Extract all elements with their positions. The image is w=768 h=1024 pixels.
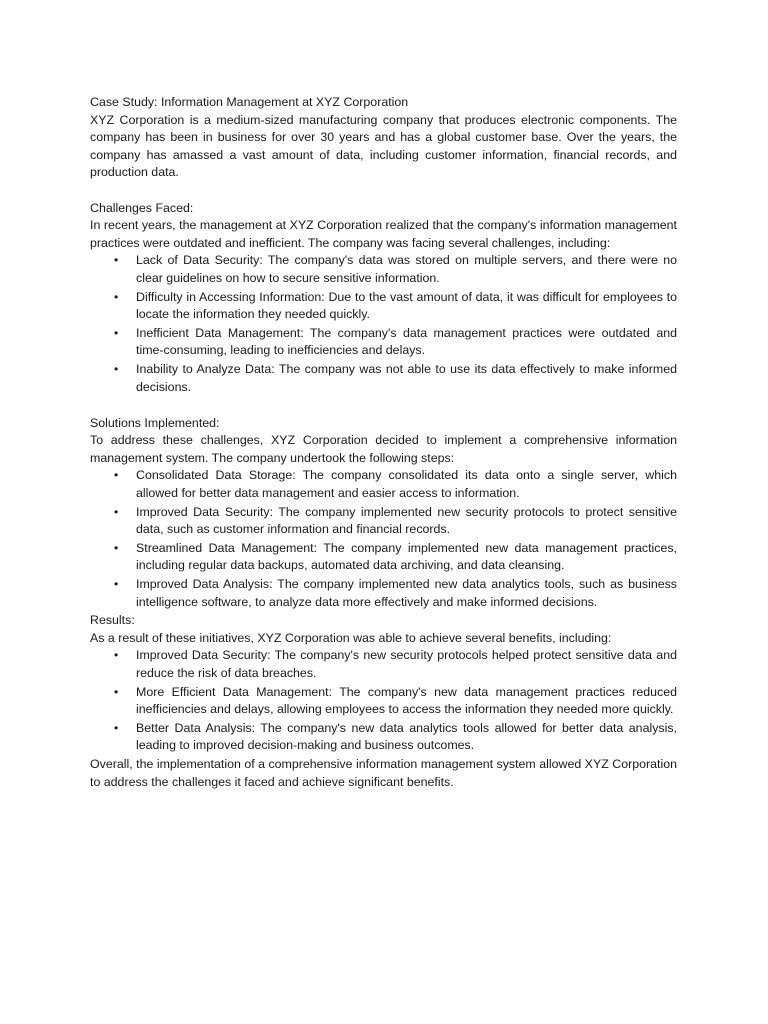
list-item-text: Streamlined Data Management: The company implemented new data management practices, including regular data backups, automated data archiving, and data cleansing. <box>136 540 677 573</box>
document-page <box>90 94 677 791</box>
challenges-heading: Challenges Faced: <box>90 200 194 215</box>
list-item-text: Difficulty in Accessing Information: Due to the vast amount of data, it was difficult for employees to locate the information they needed quickly. <box>136 289 677 322</box>
list-item <box>114 647 677 682</box>
list-item <box>114 504 677 539</box>
bullet-icon: • <box>114 289 119 304</box>
list-item <box>114 325 677 360</box>
list-item-text: Inefficient Data Management: The company's data management practices were outdated and time-consuming, leading to inefficiencies and delays. <box>136 325 677 358</box>
conclusion-paragraph: Overall, the implementation of a comprehensive information management system allowed XYZ Corporation to address the challenges it faced and achieve significant benefits. <box>90 756 677 789</box>
list-item-text: Improved Data Security: The company implemented new security protocols to protect sensitive data, such as customer information and financial records. <box>136 504 677 537</box>
list-item <box>114 361 677 396</box>
bullet-icon: • <box>114 684 119 699</box>
document-title: Case Study: Information Management at XYZ Corporation <box>90 95 409 109</box>
bullet-icon: • <box>114 720 119 735</box>
list-item <box>114 684 677 719</box>
list-item-text: Consolidated Data Storage: The company consolidated its data onto a single server, which allowed for better data management and easier access to information. <box>136 468 677 501</box>
list-item-text: Improved Data Analysis: The company implemented new data analytics tools, such as business intelligence software, to analyze data more effectively and make informed decisions. <box>136 577 677 609</box>
bullet-icon: • <box>114 540 119 555</box>
intro-paragraph: XYZ Corporation is a medium-sized manufacturing company that produces electronic components. The company has been in business for over 30 years and has a global customer base. Over the years, the company has amassed a vast amount of data, including customer information, financial records, and production data. <box>90 112 677 180</box>
results-list <box>90 647 677 755</box>
solutions-paragraph: To address these challenges, XYZ Corporation decided to implement a comprehensive information management system. The company undertook the following steps: <box>90 433 677 465</box>
list-item <box>114 576 677 611</box>
bullet-icon: • <box>114 325 119 340</box>
list-item <box>114 252 677 287</box>
list-item-text: Better Data Analysis: The company's new data analytics tools allowed for better data analysis, leading to improved decision-making and business outcomes. <box>136 720 677 753</box>
spacer <box>90 397 677 415</box>
results-paragraph: As a result of these initiatives, XYZ Corporation was able to achieve several benefits, including: <box>90 630 612 645</box>
challenges-list <box>90 252 677 396</box>
solutions-list <box>90 467 677 611</box>
bullet-icon: • <box>114 648 119 663</box>
solutions-heading: Solutions Implemented: <box>90 415 220 430</box>
list-item-text: Lack of Data Security: The company's data was stored on multiple servers, and there were no clear guidelines on how to secure sensitive information. <box>136 253 677 285</box>
results-heading: Results: <box>90 613 135 628</box>
list-item <box>114 720 677 755</box>
bullet-icon: • <box>114 361 119 376</box>
bullet-icon: • <box>114 253 119 268</box>
list-item <box>114 289 677 324</box>
list-item-text: Inability to Analyze Data: The company was not able to use its data effectively to make informed decisions. <box>136 361 677 394</box>
bullet-icon: • <box>114 468 119 483</box>
list-item-text: Improved Data Security: The company's new security protocols helped protect sensitive data and reduce the risk of data breaches. <box>136 648 677 680</box>
spacer <box>90 182 677 200</box>
list-item-text: More Efficient Data Management: The company's new data management practices reduced inefficiencies and delays, allowing employees to access the information they needed more quickly. <box>136 684 677 717</box>
list-item <box>114 467 677 502</box>
challenges-paragraph: In recent years, the management at XYZ Corporation realized that the company's information management practices were outdated and inefficient. The company was facing several challenges, including: <box>90 218 677 250</box>
bullet-icon: • <box>114 577 119 592</box>
bullet-icon: • <box>114 504 119 519</box>
list-item <box>114 540 677 575</box>
